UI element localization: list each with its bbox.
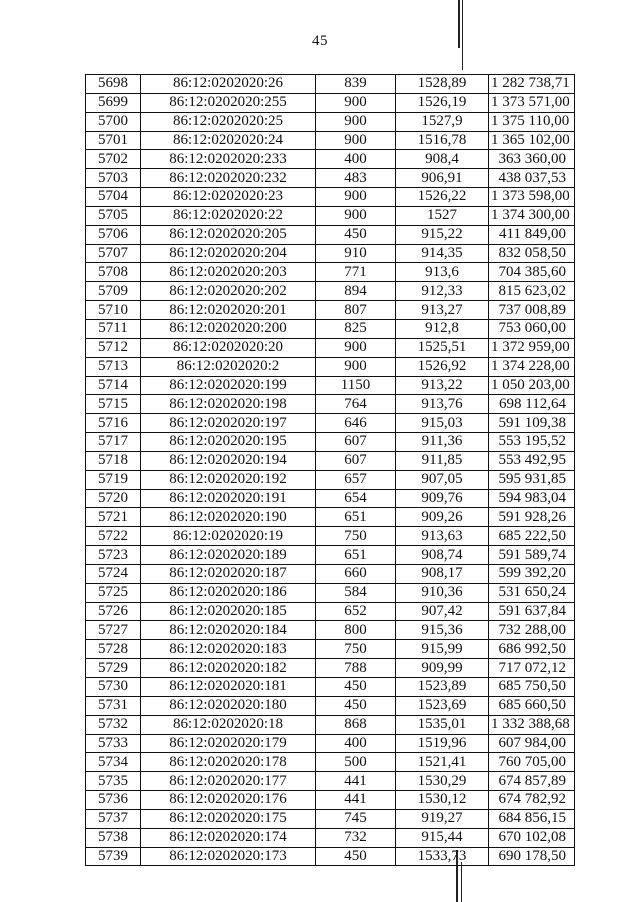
- area-cell: 654: [316, 489, 396, 508]
- row-number-cell: 5716: [86, 414, 141, 433]
- table-row: [86, 414, 575, 433]
- specific-value-cell: 1535,01: [396, 715, 489, 734]
- cadastral-value-cell: 553 492,95: [489, 451, 575, 470]
- cadastral-value-cell: 591 589,74: [489, 546, 575, 565]
- cadastral-number-cell: 86:12:0202020:189: [141, 546, 316, 565]
- cadastral-value-cell: 685 660,50: [489, 696, 575, 715]
- table-row: [86, 772, 575, 791]
- table-row: [86, 734, 575, 753]
- cadastral-number-cell: 86:12:0202020:22: [141, 206, 316, 225]
- cadastral-number-cell: 86:12:0202020:195: [141, 433, 316, 452]
- cadastral-value-cell: 591 109,38: [489, 414, 575, 433]
- row-number-cell: 5733: [86, 734, 141, 753]
- cadastral-value-cell: 760 705,00: [489, 753, 575, 772]
- cadastral-value-cell: 690 178,50: [489, 847, 575, 866]
- area-cell: 900: [316, 206, 396, 225]
- cadastral-number-cell: 86:12:0202020:23: [141, 188, 316, 207]
- cadastral-number-cell: 86:12:0202020:182: [141, 659, 316, 678]
- cadastral-number-cell: 86:12:0202020:24: [141, 131, 316, 150]
- table-row: [86, 206, 575, 225]
- cadastral-number-cell: 86:12:0202020:232: [141, 169, 316, 188]
- cadastral-number-cell: 86:12:0202020:187: [141, 564, 316, 583]
- area-cell: 450: [316, 225, 396, 244]
- specific-value-cell: 1526,19: [396, 93, 489, 112]
- row-number-cell: 5731: [86, 696, 141, 715]
- specific-value-cell: 1526,92: [396, 357, 489, 376]
- row-number-cell: 5732: [86, 715, 141, 734]
- specific-value-cell: 1525,51: [396, 338, 489, 357]
- cadastral-number-cell: 86:12:0202020:175: [141, 809, 316, 828]
- area-cell: 800: [316, 621, 396, 640]
- table-row: [86, 263, 575, 282]
- cadastral-value-cell: 363 360,00: [489, 150, 575, 169]
- area-cell: 839: [316, 75, 396, 94]
- cadastral-number-cell: 86:12:0202020:185: [141, 602, 316, 621]
- area-cell: 764: [316, 395, 396, 414]
- table-row: [86, 828, 575, 847]
- row-number-cell: 5735: [86, 772, 141, 791]
- table-row: [86, 809, 575, 828]
- cadastral-number-cell: 86:12:0202020:2: [141, 357, 316, 376]
- cadastral-value-cell: 591 928,26: [489, 508, 575, 527]
- area-cell: 441: [316, 772, 396, 791]
- specific-value-cell: 1521,41: [396, 753, 489, 772]
- table-row: [86, 319, 575, 338]
- cadastral-number-cell: 86:12:0202020:255: [141, 93, 316, 112]
- cadastral-number-cell: 86:12:0202020:181: [141, 678, 316, 697]
- cadastral-value-cell: 1 374 228,00: [489, 357, 575, 376]
- area-cell: 732: [316, 828, 396, 847]
- specific-value-cell: 911,85: [396, 451, 489, 470]
- specific-value-cell: 1527,9: [396, 112, 489, 131]
- specific-value-cell: 1523,89: [396, 678, 489, 697]
- cadastral-number-cell: 86:12:0202020:203: [141, 263, 316, 282]
- cadastral-value-cell: 1 373 571,00: [489, 93, 575, 112]
- row-number-cell: 5710: [86, 301, 141, 320]
- area-cell: 651: [316, 546, 396, 565]
- specific-value-cell: 908,4: [396, 150, 489, 169]
- area-cell: 400: [316, 150, 396, 169]
- cadastral-value-table: [85, 74, 575, 866]
- area-cell: 660: [316, 564, 396, 583]
- table-row: [86, 244, 575, 263]
- cadastral-value-cell: 1 332 388,68: [489, 715, 575, 734]
- cadastral-value-cell: 1 050 203,00: [489, 376, 575, 395]
- scan-margin-mark: [458, 0, 460, 48]
- cadastral-number-cell: 86:12:0202020:194: [141, 451, 316, 470]
- row-number-cell: 5728: [86, 640, 141, 659]
- area-cell: 651: [316, 508, 396, 527]
- area-cell: 900: [316, 338, 396, 357]
- row-number-cell: 5737: [86, 809, 141, 828]
- table-row: [86, 564, 575, 583]
- cadastral-value-cell: 737 008,89: [489, 301, 575, 320]
- cadastral-value-cell: 674 782,92: [489, 791, 575, 810]
- area-cell: 771: [316, 263, 396, 282]
- row-number-cell: 5734: [86, 753, 141, 772]
- cadastral-value-cell: 1 365 102,00: [489, 131, 575, 150]
- cadastral-value-cell: 832 058,50: [489, 244, 575, 263]
- cadastral-value-cell: 553 195,52: [489, 433, 575, 452]
- specific-value-cell: 909,26: [396, 508, 489, 527]
- row-number-cell: 5718: [86, 451, 141, 470]
- table-row: [86, 338, 575, 357]
- specific-value-cell: 1516,78: [396, 131, 489, 150]
- specific-value-cell: 915,22: [396, 225, 489, 244]
- specific-value-cell: 909,76: [396, 489, 489, 508]
- table-row: [86, 508, 575, 527]
- table-row: [86, 225, 575, 244]
- area-cell: 646: [316, 414, 396, 433]
- cadastral-value-cell: 1 373 598,00: [489, 188, 575, 207]
- cadastral-number-cell: 86:12:0202020:20: [141, 338, 316, 357]
- cadastral-value-cell: 599 392,20: [489, 564, 575, 583]
- area-cell: 825: [316, 319, 396, 338]
- cadastral-number-cell: 86:12:0202020:183: [141, 640, 316, 659]
- row-number-cell: 5715: [86, 395, 141, 414]
- table-row: [86, 678, 575, 697]
- specific-value-cell: 914,35: [396, 244, 489, 263]
- cadastral-number-cell: 86:12:0202020:202: [141, 282, 316, 301]
- cadastral-value-cell: 670 102,08: [489, 828, 575, 847]
- specific-value-cell: 906,91: [396, 169, 489, 188]
- specific-value-cell: 913,76: [396, 395, 489, 414]
- area-cell: 910: [316, 244, 396, 263]
- specific-value-cell: 909,99: [396, 659, 489, 678]
- row-number-cell: 5738: [86, 828, 141, 847]
- table-row: [86, 602, 575, 621]
- scan-margin-mark: [461, 862, 462, 902]
- row-number-cell: 5700: [86, 112, 141, 131]
- row-number-cell: 5706: [86, 225, 141, 244]
- area-cell: 450: [316, 678, 396, 697]
- area-cell: 750: [316, 640, 396, 659]
- cadastral-number-cell: 86:12:0202020:190: [141, 508, 316, 527]
- table-row: [86, 847, 575, 866]
- cadastral-number-cell: 86:12:0202020:18: [141, 715, 316, 734]
- cadastral-value-cell: 531 650,24: [489, 583, 575, 602]
- table-row: [86, 433, 575, 452]
- cadastral-value-cell: 595 931,85: [489, 470, 575, 489]
- specific-value-cell: 915,44: [396, 828, 489, 847]
- row-number-cell: 5713: [86, 357, 141, 376]
- specific-value-cell: 907,42: [396, 602, 489, 621]
- area-cell: 657: [316, 470, 396, 489]
- cadastral-value-cell: 698 112,64: [489, 395, 575, 414]
- specific-value-cell: 1530,12: [396, 791, 489, 810]
- area-cell: 900: [316, 93, 396, 112]
- specific-value-cell: 911,36: [396, 433, 489, 452]
- cadastral-number-cell: 86:12:0202020:26: [141, 75, 316, 94]
- cadastral-number-cell: 86:12:0202020:233: [141, 150, 316, 169]
- cadastral-number-cell: 86:12:0202020:192: [141, 470, 316, 489]
- area-cell: 483: [316, 169, 396, 188]
- specific-value-cell: 908,74: [396, 546, 489, 565]
- table-row: [86, 357, 575, 376]
- area-cell: 745: [316, 809, 396, 828]
- specific-value-cell: 907,05: [396, 470, 489, 489]
- area-cell: 788: [316, 659, 396, 678]
- area-cell: 894: [316, 282, 396, 301]
- specific-value-cell: 913,22: [396, 376, 489, 395]
- cadastral-value-cell: 1 375 110,00: [489, 112, 575, 131]
- cadastral-number-cell: 86:12:0202020:199: [141, 376, 316, 395]
- specific-value-cell: 1528,89: [396, 75, 489, 94]
- row-number-cell: 5724: [86, 564, 141, 583]
- cadastral-number-cell: 86:12:0202020:25: [141, 112, 316, 131]
- specific-value-cell: 915,99: [396, 640, 489, 659]
- area-cell: 652: [316, 602, 396, 621]
- cadastral-number-cell: 86:12:0202020:204: [141, 244, 316, 263]
- row-number-cell: 5725: [86, 583, 141, 602]
- cadastral-number-cell: 86:12:0202020:176: [141, 791, 316, 810]
- cadastral-number-cell: 86:12:0202020:179: [141, 734, 316, 753]
- cadastral-value-cell: 607 984,00: [489, 734, 575, 753]
- area-cell: 400: [316, 734, 396, 753]
- cadastral-value-cell: 815 623,02: [489, 282, 575, 301]
- table-row: [86, 546, 575, 565]
- cadastral-number-cell: 86:12:0202020:198: [141, 395, 316, 414]
- row-number-cell: 5727: [86, 621, 141, 640]
- table-row: [86, 282, 575, 301]
- row-number-cell: 5726: [86, 602, 141, 621]
- cadastral-number-cell: 86:12:0202020:184: [141, 621, 316, 640]
- table-row: [86, 659, 575, 678]
- row-number-cell: 5736: [86, 791, 141, 810]
- row-number-cell: 5702: [86, 150, 141, 169]
- table-row: [86, 188, 575, 207]
- specific-value-cell: 1526,22: [396, 188, 489, 207]
- specific-value-cell: 908,17: [396, 564, 489, 583]
- cadastral-value-cell: 438 037,53: [489, 169, 575, 188]
- area-cell: 500: [316, 753, 396, 772]
- cadastral-number-cell: 86:12:0202020:201: [141, 301, 316, 320]
- specific-value-cell: 915,36: [396, 621, 489, 640]
- cadastral-value-cell: 1 374 300,00: [489, 206, 575, 225]
- cadastral-value-cell: 686 992,50: [489, 640, 575, 659]
- area-cell: 750: [316, 527, 396, 546]
- row-number-cell: 5704: [86, 188, 141, 207]
- table-row: [86, 583, 575, 602]
- specific-value-cell: 1519,96: [396, 734, 489, 753]
- cadastral-value-cell: 717 072,12: [489, 659, 575, 678]
- row-number-cell: 5723: [86, 546, 141, 565]
- area-cell: 900: [316, 357, 396, 376]
- table-row: [86, 527, 575, 546]
- row-number-cell: 5711: [86, 319, 141, 338]
- table-row: [86, 470, 575, 489]
- row-number-cell: 5698: [86, 75, 141, 94]
- table-row: [86, 376, 575, 395]
- row-number-cell: 5708: [86, 263, 141, 282]
- specific-value-cell: 915,03: [396, 414, 489, 433]
- row-number-cell: 5722: [86, 527, 141, 546]
- table-row: [86, 93, 575, 112]
- table-row: [86, 753, 575, 772]
- cadastral-value-cell: 411 849,00: [489, 225, 575, 244]
- row-number-cell: 5701: [86, 131, 141, 150]
- area-cell: 868: [316, 715, 396, 734]
- area-cell: 584: [316, 583, 396, 602]
- table-row: [86, 451, 575, 470]
- specific-value-cell: 913,63: [396, 527, 489, 546]
- cadastral-number-cell: 86:12:0202020:173: [141, 847, 316, 866]
- cadastral-number-cell: 86:12:0202020:178: [141, 753, 316, 772]
- cadastral-value-cell: 594 983,04: [489, 489, 575, 508]
- area-cell: 607: [316, 451, 396, 470]
- area-cell: 900: [316, 188, 396, 207]
- specific-value-cell: 1523,69: [396, 696, 489, 715]
- area-cell: 900: [316, 131, 396, 150]
- cadastral-value-cell: 753 060,00: [489, 319, 575, 338]
- cadastral-value-cell: 1 282 738,71: [489, 75, 575, 94]
- cadastral-number-cell: 86:12:0202020:180: [141, 696, 316, 715]
- specific-value-cell: 913,27: [396, 301, 489, 320]
- table-row: [86, 301, 575, 320]
- specific-value-cell: 912,8: [396, 319, 489, 338]
- row-number-cell: 5709: [86, 282, 141, 301]
- table-row: [86, 621, 575, 640]
- table-row: [86, 791, 575, 810]
- table-row: [86, 75, 575, 94]
- cadastral-number-cell: 86:12:0202020:19: [141, 527, 316, 546]
- cadastral-value-cell: 684 856,15: [489, 809, 575, 828]
- area-cell: 807: [316, 301, 396, 320]
- row-number-cell: 5712: [86, 338, 141, 357]
- specific-value-cell: 913,6: [396, 263, 489, 282]
- cadastral-value-cell: 685 750,50: [489, 678, 575, 697]
- cadastral-value-cell: 685 222,50: [489, 527, 575, 546]
- row-number-cell: 5705: [86, 206, 141, 225]
- table-row: [86, 489, 575, 508]
- table-row: [86, 395, 575, 414]
- cadastral-value-cell: 591 637,84: [489, 602, 575, 621]
- cadastral-number-cell: 86:12:0202020:186: [141, 583, 316, 602]
- table-row: [86, 169, 575, 188]
- area-cell: 450: [316, 696, 396, 715]
- table-row: [86, 640, 575, 659]
- row-number-cell: 5720: [86, 489, 141, 508]
- row-number-cell: 5730: [86, 678, 141, 697]
- cadastral-value-cell: 704 385,60: [489, 263, 575, 282]
- cadastral-value-cell: 674 857,89: [489, 772, 575, 791]
- cadastral-number-cell: 86:12:0202020:174: [141, 828, 316, 847]
- area-cell: 900: [316, 112, 396, 131]
- table-row: [86, 150, 575, 169]
- row-number-cell: 5703: [86, 169, 141, 188]
- row-number-cell: 5739: [86, 847, 141, 866]
- table-row: [86, 131, 575, 150]
- page-number: 45: [312, 33, 328, 49]
- specific-value-cell: 1527: [396, 206, 489, 225]
- row-number-cell: 5719: [86, 470, 141, 489]
- cadastral-number-cell: 86:12:0202020:191: [141, 489, 316, 508]
- table-row: [86, 696, 575, 715]
- row-number-cell: 5714: [86, 376, 141, 395]
- row-number-cell: 5729: [86, 659, 141, 678]
- table-row: [86, 715, 575, 734]
- cadastral-number-cell: 86:12:0202020:205: [141, 225, 316, 244]
- specific-value-cell: 1530,29: [396, 772, 489, 791]
- table-body: [86, 75, 575, 866]
- specific-value-cell: 912,33: [396, 282, 489, 301]
- area-cell: 441: [316, 791, 396, 810]
- row-number-cell: 5699: [86, 93, 141, 112]
- area-cell: 1150: [316, 376, 396, 395]
- row-number-cell: 5721: [86, 508, 141, 527]
- specific-value-cell: 919,27: [396, 809, 489, 828]
- specific-value-cell: 1533,73: [396, 847, 489, 866]
- specific-value-cell: 910,36: [396, 583, 489, 602]
- row-number-cell: 5717: [86, 433, 141, 452]
- area-cell: 450: [316, 847, 396, 866]
- cadastral-number-cell: 86:12:0202020:197: [141, 414, 316, 433]
- cadastral-value-cell: 732 288,00: [489, 621, 575, 640]
- area-cell: 607: [316, 433, 396, 452]
- cadastral-number-cell: 86:12:0202020:200: [141, 319, 316, 338]
- cadastral-number-cell: 86:12:0202020:177: [141, 772, 316, 791]
- cadastral-value-cell: 1 372 959,00: [489, 338, 575, 357]
- table-row: [86, 112, 575, 131]
- row-number-cell: 5707: [86, 244, 141, 263]
- scan-margin-mark: [462, 0, 463, 70]
